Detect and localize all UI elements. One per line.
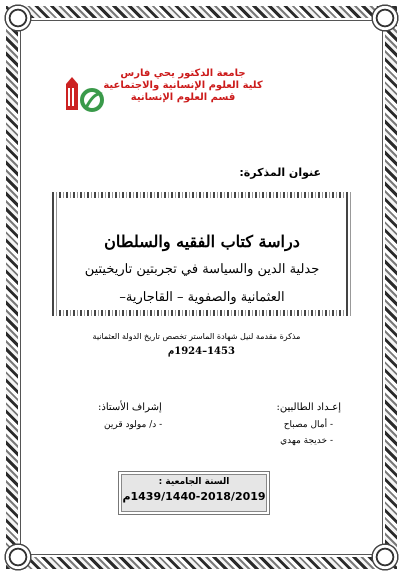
academic-year-label: السنة الجامعية : bbox=[158, 477, 230, 487]
title-frame bbox=[52, 192, 352, 316]
university-logo bbox=[62, 74, 106, 118]
department-name: قسم العلوم الإنسانية bbox=[130, 92, 236, 103]
frame-corner-ornament bbox=[1, 1, 35, 35]
academic-year-value: 1439/1440-2018/2019م bbox=[122, 490, 266, 503]
degree-note: مذكرة مقدمة لنيل شهادة الماستر تخصص تاريخ الدولة العثمانية bbox=[92, 332, 301, 341]
university-name: جامعة الدكتور يحي فارس bbox=[120, 68, 246, 79]
academic-year-box bbox=[118, 471, 270, 515]
frame-corner-ornament bbox=[368, 1, 402, 35]
period-years: 1453–1924م bbox=[168, 346, 235, 357]
frame-corner-ornament bbox=[368, 540, 402, 574]
faculty-name: كلية العلوم الإنسانية والاجتماعية bbox=[103, 80, 263, 91]
memo-title-label: عنوان المذكرة: bbox=[239, 166, 321, 179]
memo-subtitle-2: العثمانية والصفوية – القاجارية– bbox=[119, 290, 285, 305]
university-header bbox=[83, 68, 283, 104]
supervisor-label: إشراف الأستاذ: bbox=[98, 402, 162, 413]
supervisor-name: - د/ مولود قرين bbox=[104, 420, 163, 430]
student-name: - خديجة مهدي bbox=[280, 436, 333, 446]
students-label: إعـداد الطالبين: bbox=[276, 402, 341, 413]
memo-subtitle: جدلية الدين والسياسة في تجربتين تاريخيتين bbox=[84, 262, 320, 277]
frame-corner-ornament bbox=[1, 540, 35, 574]
student-name: - أمال مصباح bbox=[283, 420, 333, 430]
memo-title: دراسة كتاب الفقيه والسلطان bbox=[104, 232, 300, 251]
